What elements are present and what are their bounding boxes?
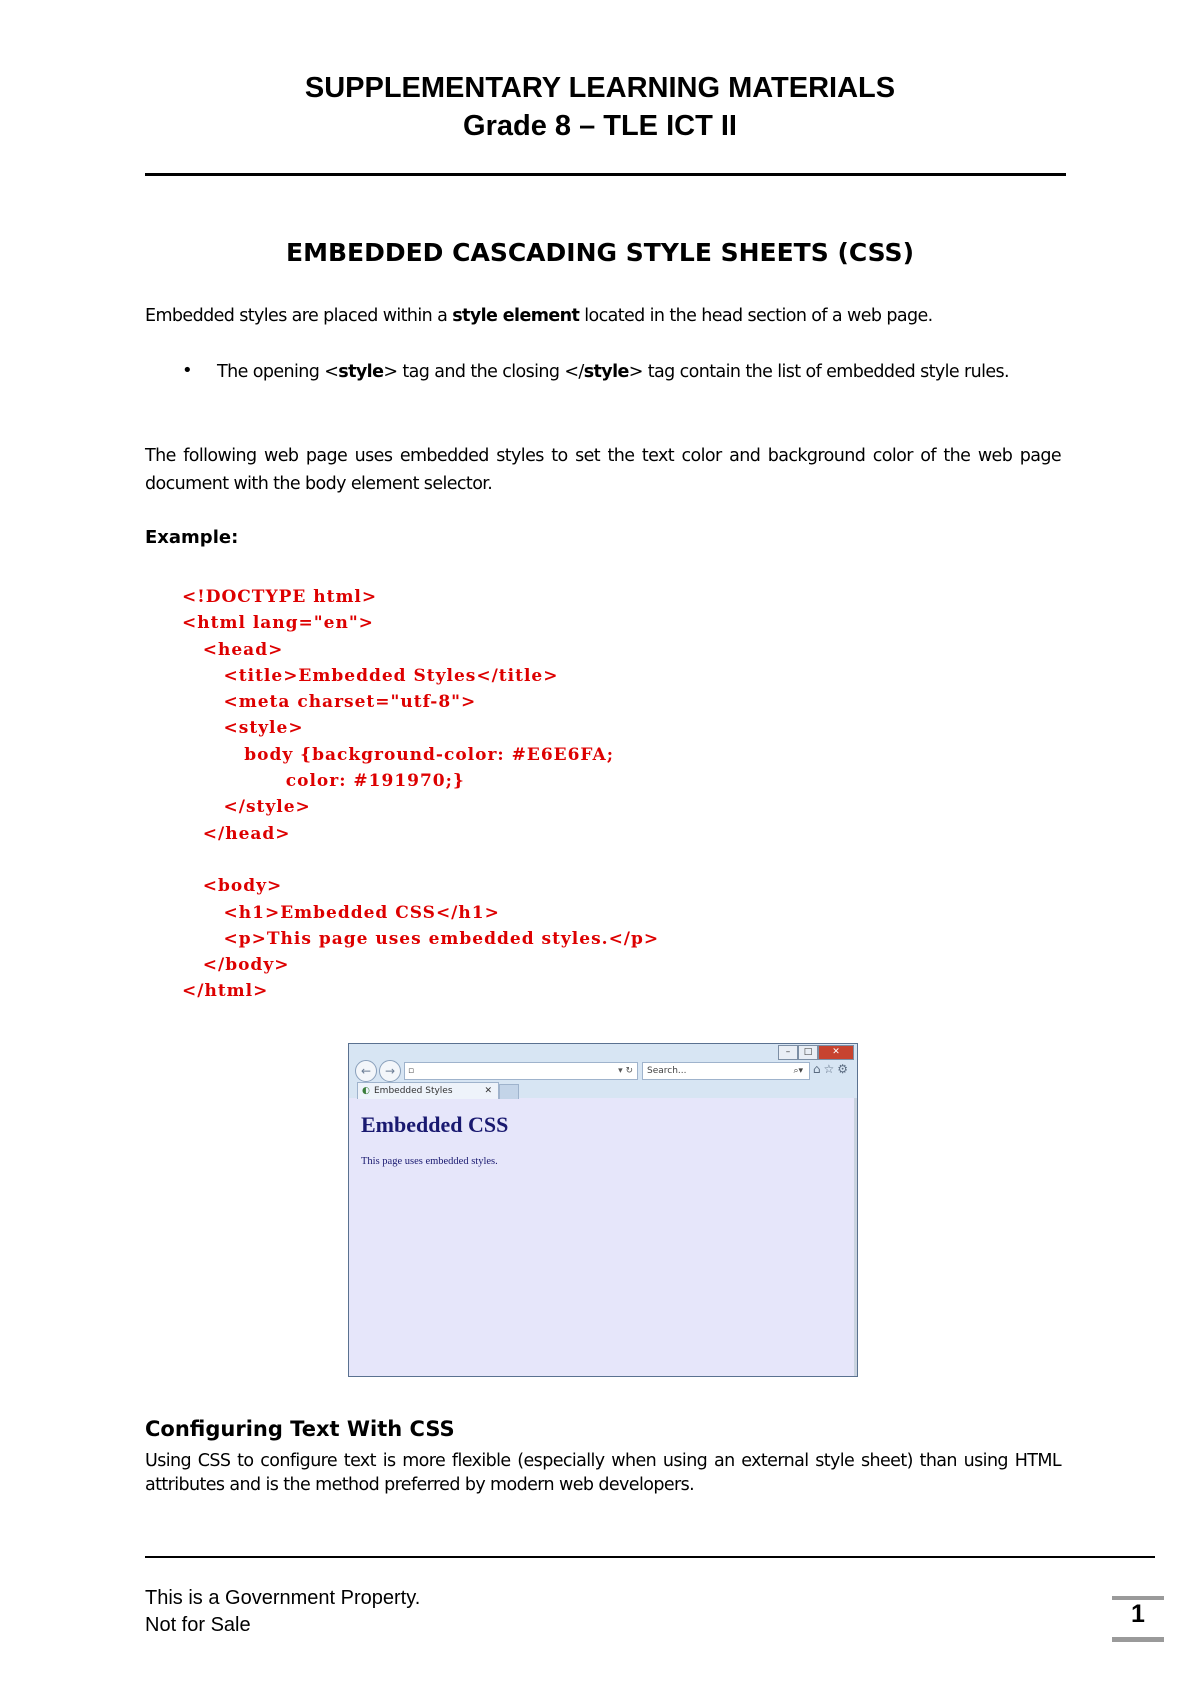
search-placeholder: Search... [647,1066,687,1076]
footer-line1: This is a Government Property. [145,1587,421,1609]
intro-text-end: located in the head section of a web page. [579,306,933,326]
favicon-icon: ◐ [362,1086,370,1096]
forward-icon: → [379,1060,401,1082]
code-line: </html> [182,981,269,1002]
code-example [182,584,659,1005]
code-line: <html lang="en"> [182,613,374,634]
intro-text: Embedded styles are placed within a [145,306,453,326]
page-number: 1 [1131,1600,1145,1628]
tab-close-icon: ✕ [484,1086,492,1096]
maximize-icon: □ [798,1045,818,1060]
bullet-bold-style-close: style [583,362,629,382]
code-line: <title>Embedded Styles</title> [182,665,559,686]
address-bar [404,1062,638,1080]
tab-title: Embedded Styles [374,1086,453,1096]
code-line: body {background-color: #E6E6FA; [182,744,614,765]
bullet-paragraph [217,358,1061,386]
window-buttons [778,1045,854,1060]
gear-icon: ⚙ [837,1062,851,1076]
rendered-paragraph: This page uses embedded styles. [361,1156,498,1167]
document-title: EMBEDDED CASCADING STYLE SHEETS (CSS) [286,238,914,267]
page-number-bar-bottom [1112,1637,1164,1642]
bullet-text: The opening < [217,362,339,382]
rendered-heading: Embedded CSS [361,1112,509,1137]
code-line: <meta charset="utf-8"> [182,692,477,713]
close-icon: ✕ [818,1045,854,1060]
footer-divider [145,1556,1155,1558]
code-line: color: #191970;} [182,771,465,792]
browser-tab [357,1082,499,1099]
code-line [182,847,659,873]
section-heading: Configuring Text With CSS [145,1417,455,1441]
code-line: <!DOCTYPE html> [182,587,378,607]
back-icon: ← [355,1060,377,1082]
bullet-text: > tag and the closing </ [383,362,584,382]
header-subtitle: Grade 8 – TLE ICT II [463,110,737,142]
header-title: SUPPLEMENTARY LEARNING MATERIALS [304,72,896,104]
code-line: </body> [182,955,290,976]
example-description: The following web page uses embedded styles to set the text color and background color of the web page document with the body element selector. [145,446,1061,494]
minimize-icon: – [778,1045,798,1060]
header-divider [145,173,1066,176]
code-line: <style> [182,718,304,739]
toolbar-icons [813,1062,851,1076]
star-icon: ☆ [823,1062,838,1076]
bullet-bold-style-open: style [338,362,384,382]
refresh-icon: ▾ ↻ [618,1066,633,1076]
new-tab-button [499,1084,519,1099]
search-icon: ⌕▾ [793,1066,803,1076]
home-icon: ⌂ [812,1062,824,1076]
browser-chrome [349,1044,857,1098]
browser-screenshot [348,1043,858,1377]
scrollbar [854,1098,857,1376]
section-paragraph: Using CSS to configure text is more flexible (especially when using an external style sheet) than using HTML attributes and is the method preferred by modern web developers. [145,1451,1061,1495]
code-line: </style> [182,797,311,818]
code-line: <head> [182,639,284,660]
code-line: <h1>Embedded CSS</h1> [182,902,500,923]
intro-bold-term: style element [452,306,580,326]
search-box [642,1062,810,1080]
intro-paragraph [145,302,1061,330]
code-line: </head> [182,823,291,844]
bullet-marker: • [182,360,193,381]
footer-line2: Not for Sale [145,1614,251,1636]
code-line: <p>This page uses embedded styles.</p> [182,928,660,949]
code-line: <body> [182,876,283,897]
example-label: Example: [145,527,239,548]
page-icon: ▫ [408,1066,415,1076]
bullet-text: > tag contain the list of embedded style rules. [628,362,1009,382]
